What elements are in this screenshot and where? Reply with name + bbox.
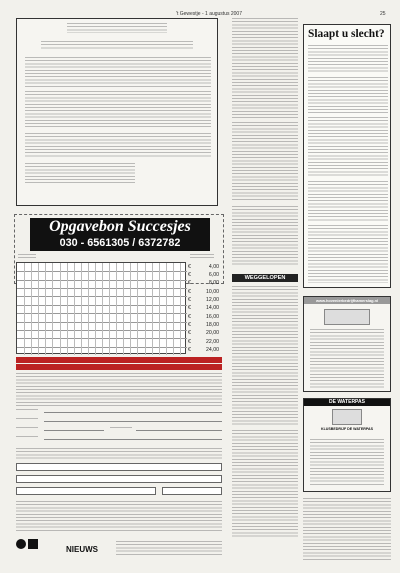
right-bottom-text [303,498,391,560]
currency-symbol: € [188,347,191,354]
grid-label-right [190,254,220,260]
price-row [188,296,222,304]
grid-col-line [81,263,82,355]
currency-symbol: € [188,305,191,312]
notice-bar-2 [16,364,222,370]
grid-col-line [102,263,103,355]
opgavebon-phone: 030 - 6561305 / 6372782 [30,236,210,251]
hovenier-url[interactable]: www.hovenierbedrijfhamerslag.nl [304,297,390,304]
hovenier-ad [303,296,391,392]
grid-col-line [159,263,160,355]
bank-row-4[interactable] [162,487,222,495]
grid-col-line [60,263,61,355]
price-value: 6,00 [208,271,219,278]
opgavebon-title: Opgavebon Succesjes [30,218,210,236]
price-value: 20,00 [206,330,219,337]
footer-logo [16,539,56,559]
price-row [188,304,222,312]
grid-col-line [24,263,25,355]
ad-text-grid[interactable] [16,262,186,354]
grid-col-line [74,263,75,355]
hovenier-logo [324,309,370,325]
grid-col-line [31,263,32,355]
job-ad-requirements [25,91,211,129]
name-field[interactable] [44,412,222,413]
middle-column [232,18,298,538]
footer-brand: NIEUWS [66,545,98,554]
page-number: 25 [380,11,386,17]
machtiging-text [16,448,222,461]
waterpas-header: DE WATERPAS [304,399,390,406]
phone-field[interactable] [44,439,222,440]
currency-symbol: € [188,322,191,329]
job-ad-subheading [41,41,193,50]
waterpas-logo [332,409,362,425]
grid-col-line [130,263,131,355]
price-value: 12,00 [206,296,219,303]
form-fields [16,409,222,445]
price-row [188,329,222,337]
weggelopen-header: WEGGELOPEN [232,274,298,282]
grid-col-line [123,263,124,355]
postcode-field[interactable] [44,430,104,431]
bank-form [16,463,222,497]
job-ad-text [25,133,211,157]
form-instructions [16,373,222,406]
grid-col-line [95,263,96,355]
grid-col-line [67,263,68,355]
grid-col-line [145,263,146,355]
currency-symbol: € [188,288,191,295]
price-row [188,346,222,354]
bank-row-3[interactable] [16,487,156,495]
grid-col-line [88,263,89,355]
grid-col-line [52,263,53,355]
price-row [188,263,222,271]
grid-col-line [180,263,181,355]
price-value: 24,00 [206,347,219,354]
city-field[interactable] [136,430,222,431]
price-value: 22,00 [206,338,219,345]
price-value: 4,00 [208,263,219,270]
currency-symbol: € [188,280,191,287]
notice-bar-1 [16,357,222,363]
footer-text [116,541,222,555]
slaapt-title: Slaapt u slecht? [308,28,385,40]
form-footnote [16,501,222,531]
currency-symbol: € [188,271,191,278]
grid-col-line [109,263,110,355]
currency-symbol: € [188,296,191,303]
price-value: 18,00 [206,322,219,329]
footer-bar [16,537,222,564]
grid-col-line [166,263,167,355]
job-ad-contact [25,163,135,185]
currency-symbol: € [188,330,191,337]
grid-col-line [116,263,117,355]
grid-label-left [18,254,48,260]
price-row [188,321,222,329]
price-row [188,279,222,287]
slaapt-ad [303,24,391,288]
waterpas-title: KLUSBEDRIJF DE WATERPAS [321,427,373,431]
currency-symbol: € [188,263,191,270]
grid-col-line [173,263,174,355]
grid-col-line [38,263,39,355]
job-ad-box [16,18,218,206]
waterpas-ad [303,398,391,492]
price-column [188,262,222,354]
address-field[interactable] [44,421,222,422]
bank-row-2[interactable] [16,475,222,483]
price-value: 14,00 [206,305,219,312]
price-row [188,288,222,296]
issue-header: 't Gewestje - 1 augustus 2007 [176,11,242,17]
currency-symbol: € [188,338,191,345]
price-row [188,271,222,279]
price-value: 10,00 [206,288,219,295]
price-value: 8,00 [208,280,219,287]
price-value: 16,00 [206,313,219,320]
grid-col-line [152,263,153,355]
grid-col-line [45,263,46,355]
price-row [188,313,222,321]
price-row [188,338,222,346]
currency-symbol: € [188,313,191,320]
grid-col-line [137,263,138,355]
job-ad-duties [25,57,211,87]
job-ad-heading [67,23,167,33]
bank-row-1[interactable] [16,463,222,471]
